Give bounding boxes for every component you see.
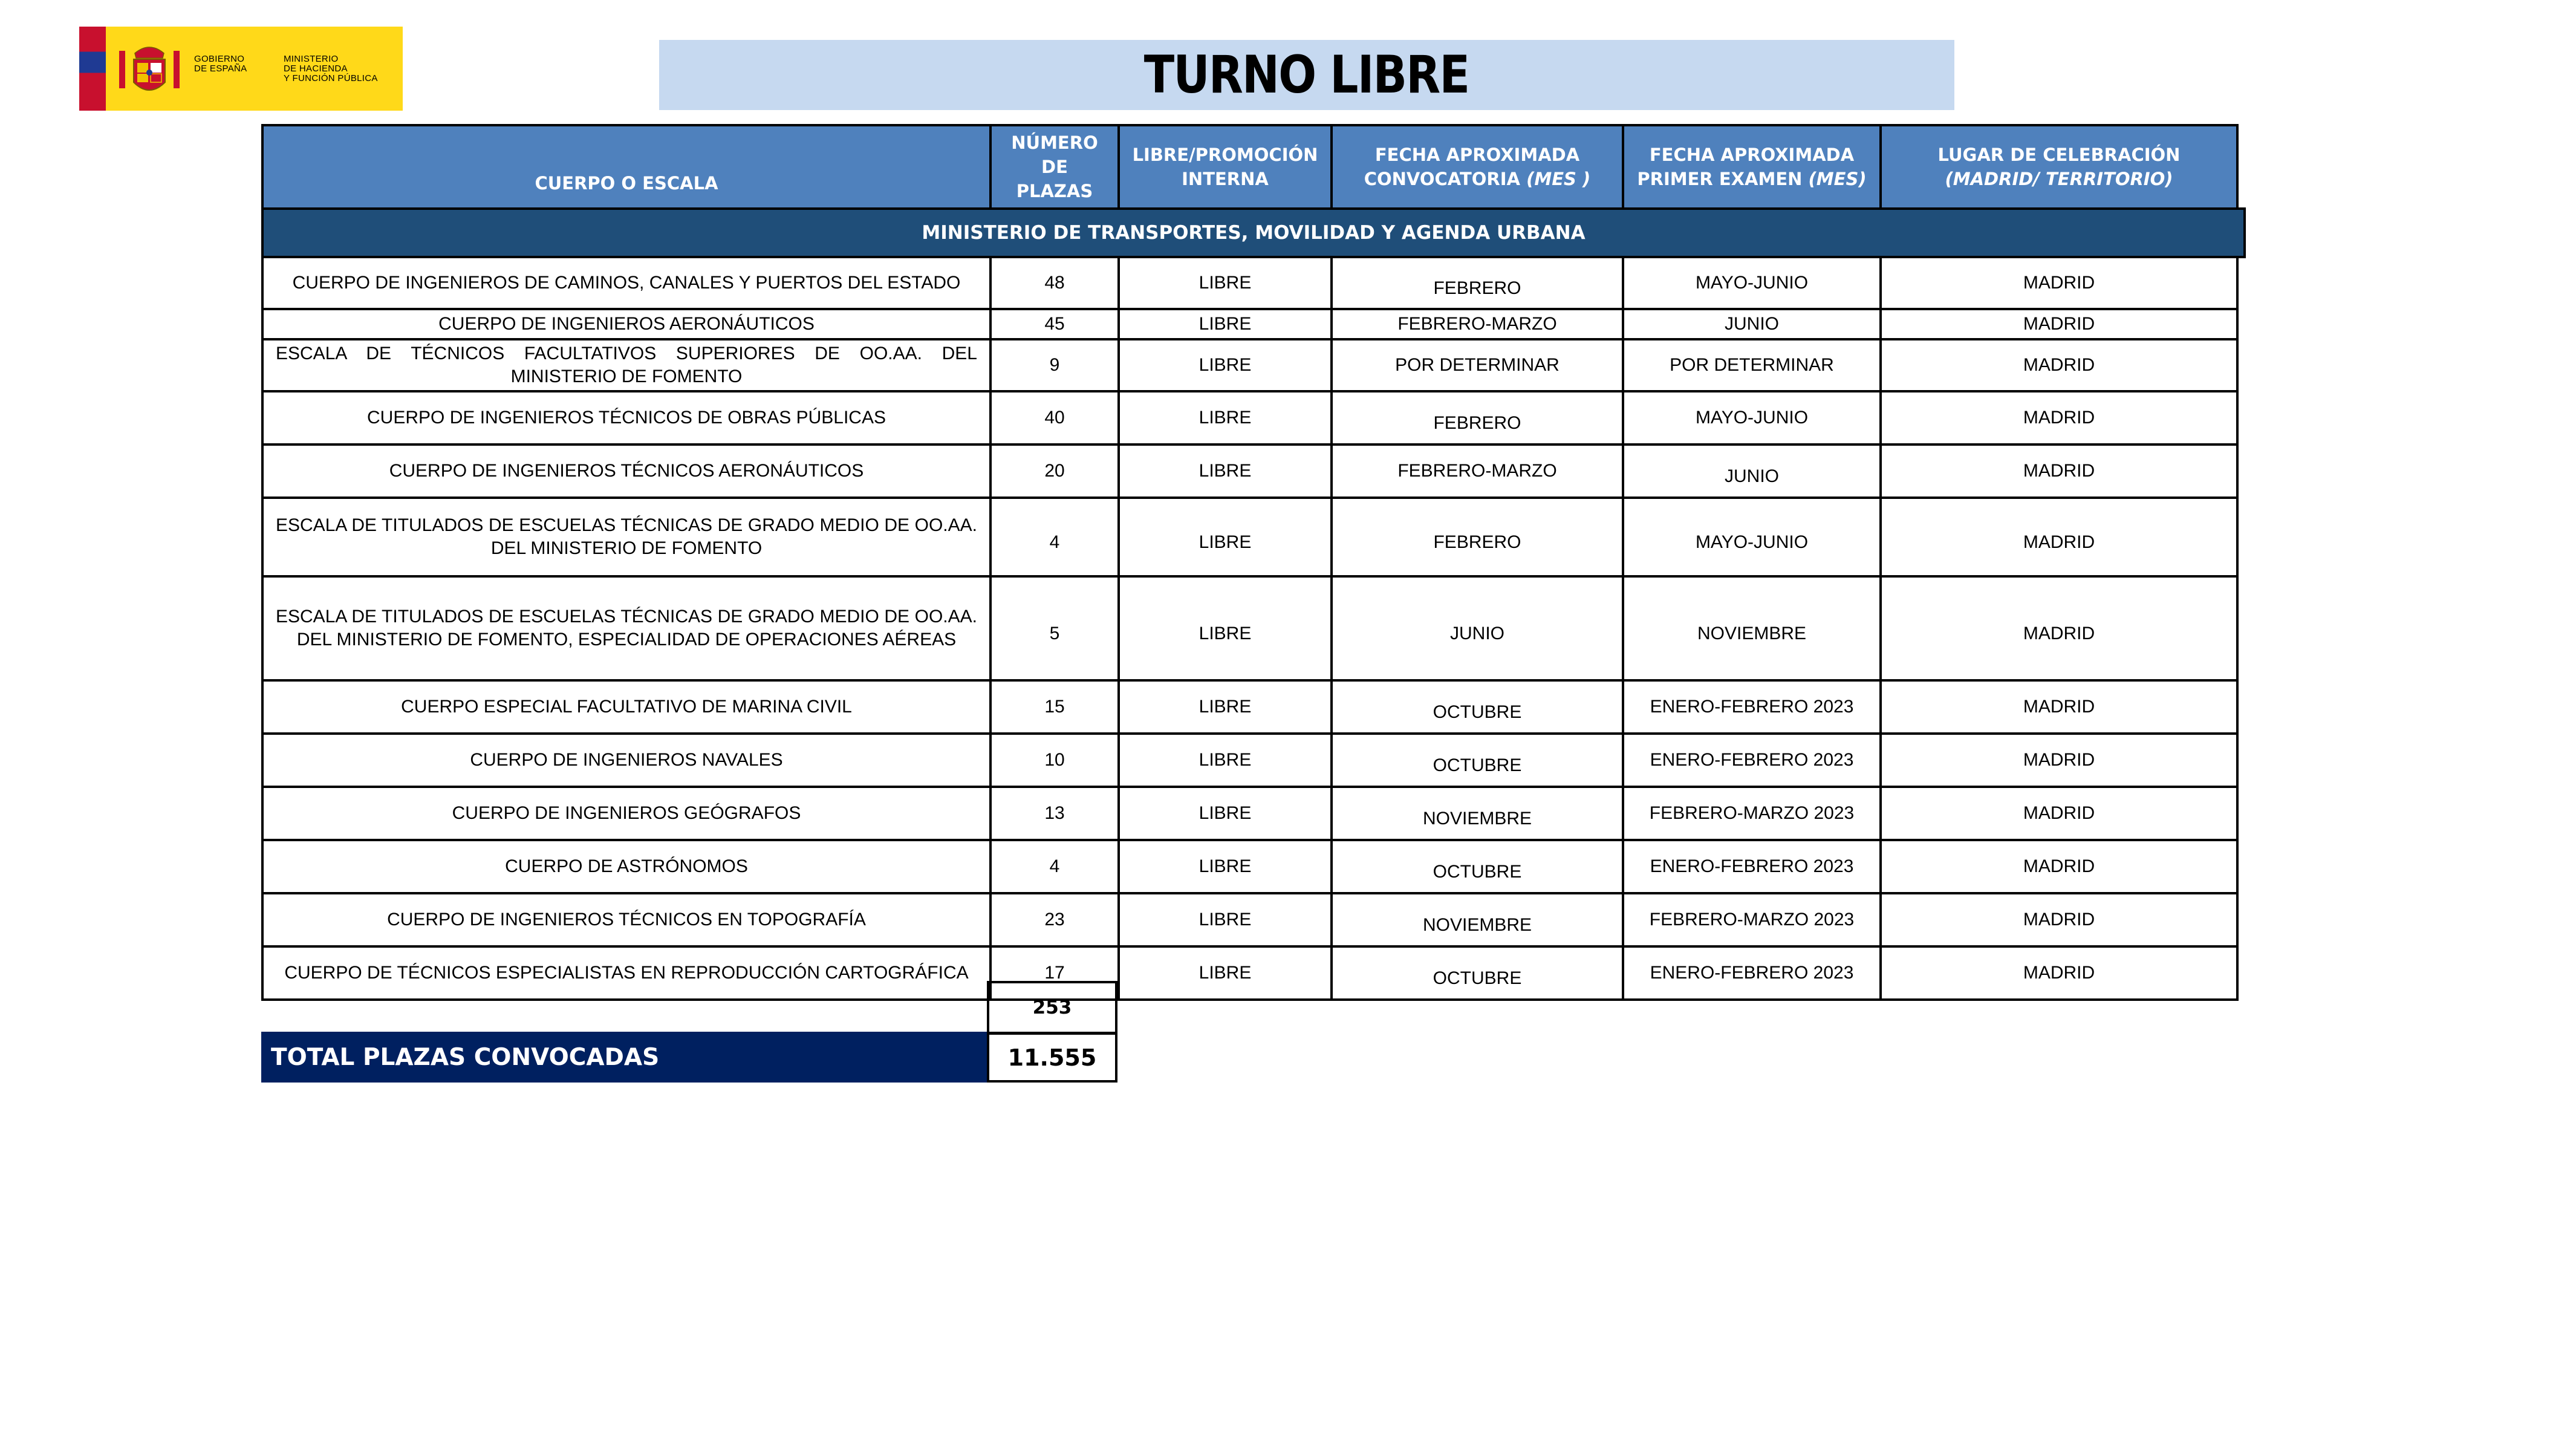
cell-plazas: 10 [989,732,1120,788]
flag-stripes [79,27,106,111]
cell-libre: LIBRE [1117,945,1333,1001]
cell-cuerpo: ESCALA DE TITULADOS DE ESCUELAS TÉCNICAS DE GRADO MEDIO DE OO.AA. DEL MINISTERIO DE FOMENTO [261,497,992,578]
table-row [261,446,2246,499]
cell-libre: LIBRE [1117,892,1333,948]
cell-convocatoria: OCTUBRE [1330,732,1624,788]
cell-examen: MAYO-JUNIO [1622,256,1882,310]
cell-lugar: MADRID [1879,390,2239,446]
cell-convocatoria: FEBRERO [1330,497,1624,578]
cell-lugar: MADRID [1879,575,2239,682]
cell-convocatoria: OCTUBRE [1330,945,1624,1001]
cell-convocatoria: NOVIEMBRE [1330,786,1624,841]
cell-libre: LIBRE [1117,679,1333,735]
cell-lugar: MADRID [1879,679,2239,735]
table-row [261,788,2246,841]
header-plazas: NÚMERO DE PLAZAS [989,124,1120,210]
header-examen [1622,124,1882,210]
ministerio-text: MINISTERIO DE HACIENDA Y FUNCIÓN PÚBLICA [284,54,378,83]
cell-libre: LIBRE [1117,443,1333,499]
plazas-table [261,126,2246,1001]
total-label: TOTAL PLAZAS CONVOCADAS [271,1043,660,1071]
cell-examen: FEBRERO-MARZO 2023 [1622,786,1882,841]
cell-lugar: MADRID [1879,892,2239,948]
cell-convocatoria: FEBRERO-MARZO [1330,308,1624,340]
cell-cuerpo: CUERPO DE ASTRÓNOMOS [261,839,992,894]
cell-cuerpo: CUERPO DE INGENIEROS TÉCNICOS EN TOPOGRAFÍA [261,892,992,948]
header-examen-text: FECHA APROXIMADA PRIMER EXAMEN (MES) [1637,145,1867,189]
header-libre: LIBRE/PROMOCIÓN INTERNA [1117,124,1333,210]
total-label-box [261,1032,989,1083]
cell-lugar: MADRID [1879,786,2239,841]
table-row [261,392,2246,446]
cell-cuerpo: CUERPO DE TÉCNICOS ESPECIALISTAS EN REPRODUCCIÓN CARTOGRÁFICA [261,945,992,1001]
page-title: TURNO LIBRE [1144,45,1469,105]
cell-libre: LIBRE [1117,575,1333,682]
cell-examen: ENERO-FEBRERO 2023 [1622,732,1882,788]
cell-examen: POR DETERMINAR [1622,338,1882,392]
cell-plazas: 9 [989,338,1120,392]
cell-plazas: 5 [989,575,1120,682]
cell-plazas: 45 [989,308,1120,340]
cell-cuerpo: CUERPO DE INGENIEROS GEÓGRAFOS [261,786,992,841]
cell-convocatoria: JUNIO [1330,575,1624,682]
cell-lugar: MADRID [1879,443,2239,499]
cell-examen: ENERO-FEBRERO 2023 [1622,679,1882,735]
cell-convocatoria: NOVIEMBRE [1330,892,1624,948]
cell-convocatoria: FEBRERO [1330,256,1624,310]
header-convocatoria [1330,124,1624,210]
gobierno-de-espana-text: GOBIERNO DE ESPAÑA [194,54,247,74]
table-header-row [261,126,2246,210]
cell-libre: LIBRE [1117,497,1333,578]
section-row [261,210,2246,258]
cell-plazas: 23 [989,892,1120,948]
table-row [261,735,2246,788]
cell-libre: LIBRE [1117,786,1333,841]
cell-lugar: MADRID [1879,497,2239,578]
cell-lugar: MADRID [1879,256,2239,310]
table-row [261,258,2246,310]
cell-plazas: 48 [989,256,1120,310]
cell-examen: NOVIEMBRE [1622,575,1882,682]
cell-cuerpo: ESCALA DE TÉCNICOS FACULTATIVOS SUPERIORES DE OO.AA. DEL MINISTERIO DE FOMENTO [261,338,992,392]
coat-of-arms-icon [117,40,182,99]
cell-libre: LIBRE [1117,338,1333,392]
table-row [261,340,2246,392]
cell-libre: LIBRE [1117,732,1333,788]
table-row [261,841,2246,894]
cell-examen: MAYO-JUNIO [1622,497,1882,578]
cell-examen: MAYO-JUNIO [1622,390,1882,446]
cell-plazas: 13 [989,786,1120,841]
cell-examen: ENERO-FEBRERO 2023 [1622,945,1882,1001]
cell-plazas: 4 [989,497,1120,578]
cell-examen: JUNIO [1622,443,1882,499]
cell-examen: FEBRERO-MARZO 2023 [1622,892,1882,948]
cell-libre: LIBRE [1117,256,1333,310]
cell-libre: LIBRE [1117,839,1333,894]
subtotal-plazas: 253 [987,981,1117,1034]
table-row [261,682,2246,735]
cell-convocatoria: FEBRERO [1330,390,1624,446]
table-row [261,310,2246,340]
cell-lugar: MADRID [1879,945,2239,1001]
cell-convocatoria: POR DETERMINAR [1330,338,1624,392]
total-value: 11.555 [987,1032,1117,1083]
cell-lugar: MADRID [1879,732,2239,788]
cell-convocatoria: OCTUBRE [1330,679,1624,735]
table-row [261,948,2246,1001]
cell-cuerpo: CUERPO DE INGENIEROS AERONÁUTICOS [261,308,992,340]
government-logo [79,27,403,111]
header-lugar-text: LUGAR DE CELEBRACIÓN (MADRID/ TERRITORIO) [1937,145,2181,189]
cell-cuerpo: CUERPO DE INGENIEROS DE CAMINOS, CANALES Y PUERTOS DEL ESTADO [261,256,992,310]
table-row [261,499,2246,578]
cell-examen: ENERO-FEBRERO 2023 [1622,839,1882,894]
cell-libre: LIBRE [1117,390,1333,446]
header-cuerpo: CUERPO O ESCALA [261,124,992,210]
cell-libre: LIBRE [1117,308,1333,340]
cell-examen: JUNIO [1622,308,1882,340]
title-banner [659,40,1954,110]
header-convocatoria-text: FECHA APROXIMADA CONVOCATORIA (MES ) [1364,145,1591,189]
section-ministerio: MINISTERIO DE TRANSPORTES, MOVILIDAD Y AGENDA URBANA [261,207,2246,258]
cell-cuerpo: CUERPO ESPECIAL FACULTATIVO DE MARINA CIVIL [261,679,992,735]
cell-plazas: 17 [989,945,1120,1001]
cell-plazas: 20 [989,443,1120,499]
cell-lugar: MADRID [1879,839,2239,894]
cell-lugar: MADRID [1879,338,2239,392]
header-lugar [1879,124,2239,210]
cell-cuerpo: CUERPO DE INGENIEROS TÉCNICOS DE OBRAS PÚBLICAS [261,390,992,446]
cell-convocatoria: FEBRERO-MARZO [1330,443,1624,499]
cell-cuerpo: ESCALA DE TITULADOS DE ESCUELAS TÉCNICAS DE GRADO MEDIO DE OO.AA. DEL MINISTERIO DE FOMENTO, ESPECIALIDAD DE OPERACIONES AÉREAS [261,575,992,682]
cell-lugar: MADRID [1879,308,2239,340]
table-row [261,894,2246,948]
cell-convocatoria: OCTUBRE [1330,839,1624,894]
table-row [261,578,2246,682]
cell-plazas: 4 [989,839,1120,894]
cell-cuerpo: CUERPO DE INGENIEROS NAVALES [261,732,992,788]
cell-plazas: 40 [989,390,1120,446]
cell-plazas: 15 [989,679,1120,735]
cell-cuerpo: CUERPO DE INGENIEROS TÉCNICOS AERONÁUTICOS [261,443,992,499]
